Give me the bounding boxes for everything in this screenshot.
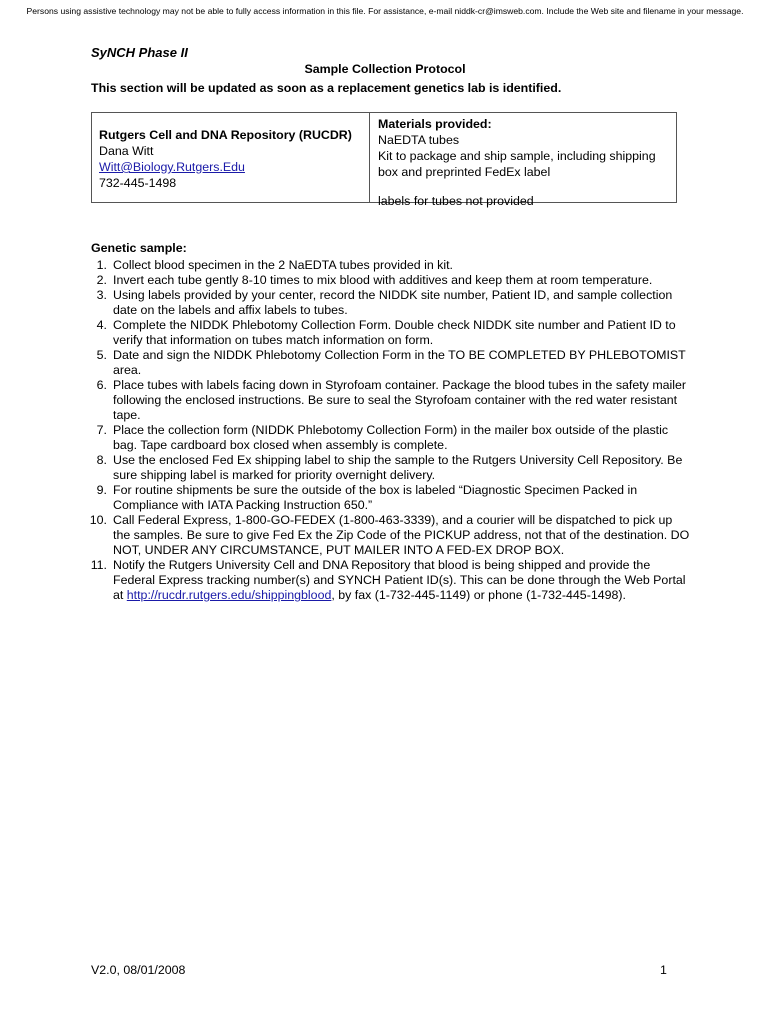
- materials-heading: Materials provided:: [378, 117, 492, 131]
- list-item: 5. Date and sign the NIDDK Phlebotomy Collection Form in the TO BE COMPLETED BY PHLEBOTOMIST area.: [96, 348, 686, 377]
- protocol-steps-list: [60, 258, 690, 603]
- protocol-title: Sample Collection Protocol: [304, 62, 466, 76]
- list-item: 1. Collect blood specimen in the 2 NaEDTA tubes provided in kit.: [96, 258, 454, 272]
- contact-email-link[interactable]: Witt@Biology.Rutgers.Edu: [99, 160, 245, 174]
- contact-cell: [92, 113, 370, 202]
- materials-cell: [370, 113, 676, 208]
- list-item: 6. Place tubes with labels facing down in Styrofoam container. Package the blood tubes in the safety mailer following the enclosed instructions. Be sure to seal the Styrofoam container with the red water resistant tape.: [96, 378, 687, 422]
- materials-item: Kit to package and ship sample, including shipping box and preprinted FedEx label: [378, 149, 656, 179]
- update-notice: This section will be updated as soon as a replacement genetics lab is identified.: [91, 81, 562, 95]
- contact-phone: 732-445-1498: [99, 176, 177, 190]
- study-title: SyNCH Phase II: [91, 45, 188, 60]
- version-date: V2.0, 08/01/2008: [91, 963, 186, 977]
- list-item: 10. Call Federal Express, 1-800-GO-FEDEX (1-800-463-3339), and a courier will be dispatched to pick up the samples. Be sure to give Fed Ex the Zip Code of the PICKUP address, not that of the destination. DO NOT, UNDER ANY CIRCUMSTANCE, PUT MAILER INTO A FED-EX DROP BOX.: [89, 513, 690, 557]
- materials-item: NaEDTA tubes: [378, 133, 460, 147]
- contact-name: Dana Witt: [99, 144, 154, 158]
- list-item: 9. For routine shipments be sure the outside of the box is labeled “Diagnostic Specimen Packed in Compliance with IATA Packing Instruction 650.”: [96, 483, 638, 512]
- list-item: 7. Place the collection form (NIDDK Phlebotomy Collection Form) in the mailer box outside of the plastic bag. Tape cardboard box closed when assembly is complete.: [96, 423, 669, 452]
- genetic-sample-heading: Genetic sample:: [91, 241, 187, 255]
- list-item: 3. Using labels provided by your center, record the NIDDK site number, Patient ID, and sample collection date on the labels and affix labels to tubes.: [96, 288, 673, 317]
- list-item: 8. Use the enclosed Fed Ex shipping label to ship the sample to the Rutgers University Cell Repository. Be sure shipping label is marked for priority overnight delivery.: [96, 453, 683, 482]
- materials-note: labels for tubes not provided: [378, 194, 534, 208]
- list-item: 11. Notify the Rutgers University Cell and DNA Repository that blood is being shipped and provide the Federal Express tracking number(s) and SYNCH Patient ID(s). This can be done through the Web Portal at http://rucdr.rutgers.edu/shippingblood, by fax (1-732-445-1149) or phone (1-732-445-1498).: [90, 558, 686, 602]
- page-number: 1: [660, 963, 667, 977]
- shipping-portal-link[interactable]: http://rucdr.rutgers.edu/shippingblood: [126, 588, 332, 602]
- list-item: 2. Invert each tube gently 8-10 times to mix blood with additives and keep them at room temperature.: [96, 273, 653, 287]
- list-item: 4. Complete the NIDDK Phlebotomy Collection Form. Double check NIDDK site number and Patient ID to verify that information on tubes match information on form.: [96, 318, 676, 347]
- contact-materials-table: [91, 112, 677, 208]
- accessibility-note: Persons using assistive technology may not be able to fully access information in this file. For assistance, e-mail niddk-cr@imsweb.com. Include the Web site and filename in your message.: [26, 6, 744, 16]
- repository-name: Rutgers Cell and DNA Repository (RUCDR): [99, 128, 352, 142]
